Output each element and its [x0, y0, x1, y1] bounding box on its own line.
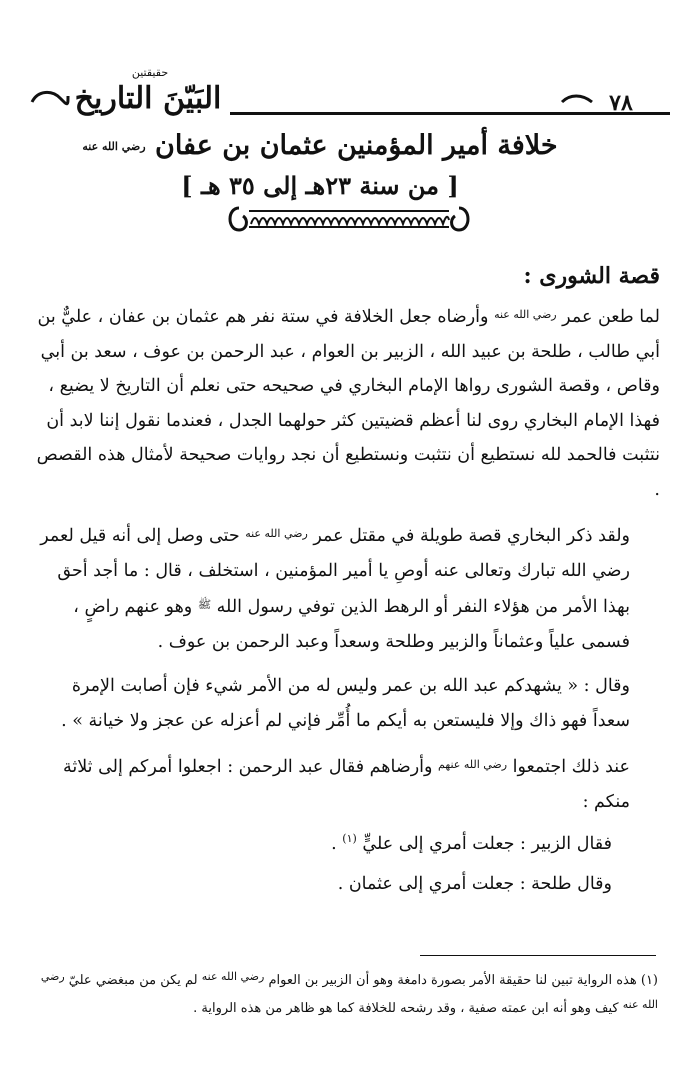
honorific-ra: رضي الله عنه	[245, 527, 308, 540]
chapter-date-range: [ من سنة ٢٣هـ إلى ٣٥ هـ ]	[181, 171, 459, 200]
paragraph-2-text-b: حتى وصل إلى أنه قيل لعمر رضي الله تبارك وتعالى عنه أوصِ يا أمير المؤمنين ، استخلف ، قال : ما أجد أحق بهذا الأمر من هؤلاء النفر أو الرهط الذين توفي رسول الله	[40, 526, 630, 617]
paragraph-4	[32, 748, 660, 819]
chapter-title	[60, 128, 580, 165]
honorific-saw: ﷺ	[197, 598, 212, 611]
talha-line: وقال طلحة : جعلت أمري إلى عثمان .	[337, 873, 612, 894]
section-heading: قصة الشورى :	[523, 263, 660, 289]
body-text	[32, 258, 660, 904]
chapter-ornament	[225, 202, 473, 236]
zubayr-line	[32, 819, 660, 864]
paragraph-3: وقال : « يشهدكم عبد الله بن عمر وليس له من الأمر شيء فإن أصابت الإمرة سعداً فهو ذاك وإلا فليستعن به أيكم ما أُمِّر فإني لم أعزله عن عجز ولا خيانة » .	[61, 676, 630, 731]
zubayr-line-text: فقال الزبير : جعلت أمري إلى عليٍّ	[362, 833, 612, 854]
footnote	[32, 965, 658, 1021]
paragraph-gap	[32, 659, 660, 669]
honorific-ra: رضي الله عنه	[82, 140, 146, 153]
chapter-title-text: خلافة أمير المؤمنين عثمان بن عفان	[155, 130, 558, 161]
paragraph-1-text-a: لما طعن عمر	[556, 307, 660, 327]
paragraph-4-text-a: عند ذلك اجتمعوا	[507, 757, 630, 777]
paragraph-2-text-c: وهو عنهم راضٍ ، فسمى علياً وعثماناً والزبير وطلحة وسعداً وعبد الرحمن بن عوف .	[73, 597, 630, 652]
book-title: البَيّنَ التاريخ	[74, 81, 222, 116]
footnote-text-a: هذه الرواية تبين لنا حقيقة الأمر بصورة دامغة وهو أن الزبير بن العوام	[264, 973, 641, 988]
paragraph-gap	[32, 738, 660, 748]
paragraph-1	[32, 298, 660, 507]
paragraph-gap	[32, 507, 660, 517]
honorific-ra: رضي الله عنه	[40, 970, 658, 1011]
book-subtitle: حقيقتين	[131, 66, 169, 79]
paragraph-4-text-b: وأرضاهم فقال عبد الرحمن : اجعلوا أمركم إلى ثلاثة منكم :	[62, 757, 630, 812]
page-number: ٧٨	[609, 90, 633, 116]
footnote-rule	[420, 955, 656, 956]
zubayr-line-end: .	[331, 833, 337, 854]
paragraph-2-text-a: ولقد ذكر البخاري قصة طويلة في مقتل عمر	[307, 526, 630, 546]
paragraph-1-text-b: وأرضاه جعل الخلافة في ستة نفر هم عثمان بن عفان ، عليٌّ بن أبي طالب ، طلحة بن عبيد الله ، الزبير بن العوام ، عبد الرحمن بن عوف ، سعد بن أبي وقاص ، وقصة الشورى رواها الإمام البخاري في صحيحه حتى نعلم أن التاريخ لا يضيع ، فهذا الإمام البخاري روى لنا أعظم قضيتين كثر حولهما الجدل ، فعندما نقول إننا لابد أن نتثبت فالحمد لله نستطيع أن نتثبت ونستطيع أن نجد روايات صحيحة لأمثال هذه القصص .	[36, 307, 660, 500]
footnote-marker: (١)	[640, 973, 658, 988]
running-header	[30, 62, 670, 122]
footnote-reference[interactable]: (١)	[342, 832, 357, 845]
honorific-ra: رضي الله عنهم	[438, 758, 508, 771]
header-swash-right	[560, 90, 594, 110]
footnote-text-b: لم يكن من مبغضي عليّ	[64, 973, 202, 988]
paragraph-2	[32, 517, 660, 659]
header-swash-left	[30, 88, 70, 110]
honorific-ra: رضي الله عنه	[201, 970, 265, 983]
footnote-text-c: كيف وهو أنه ابن عمته صفية ، وقد رشحه للخلافة كما هو ظاهر من هذه الرواية .	[193, 1001, 623, 1016]
honorific-ra: رضي الله عنه	[494, 308, 557, 321]
